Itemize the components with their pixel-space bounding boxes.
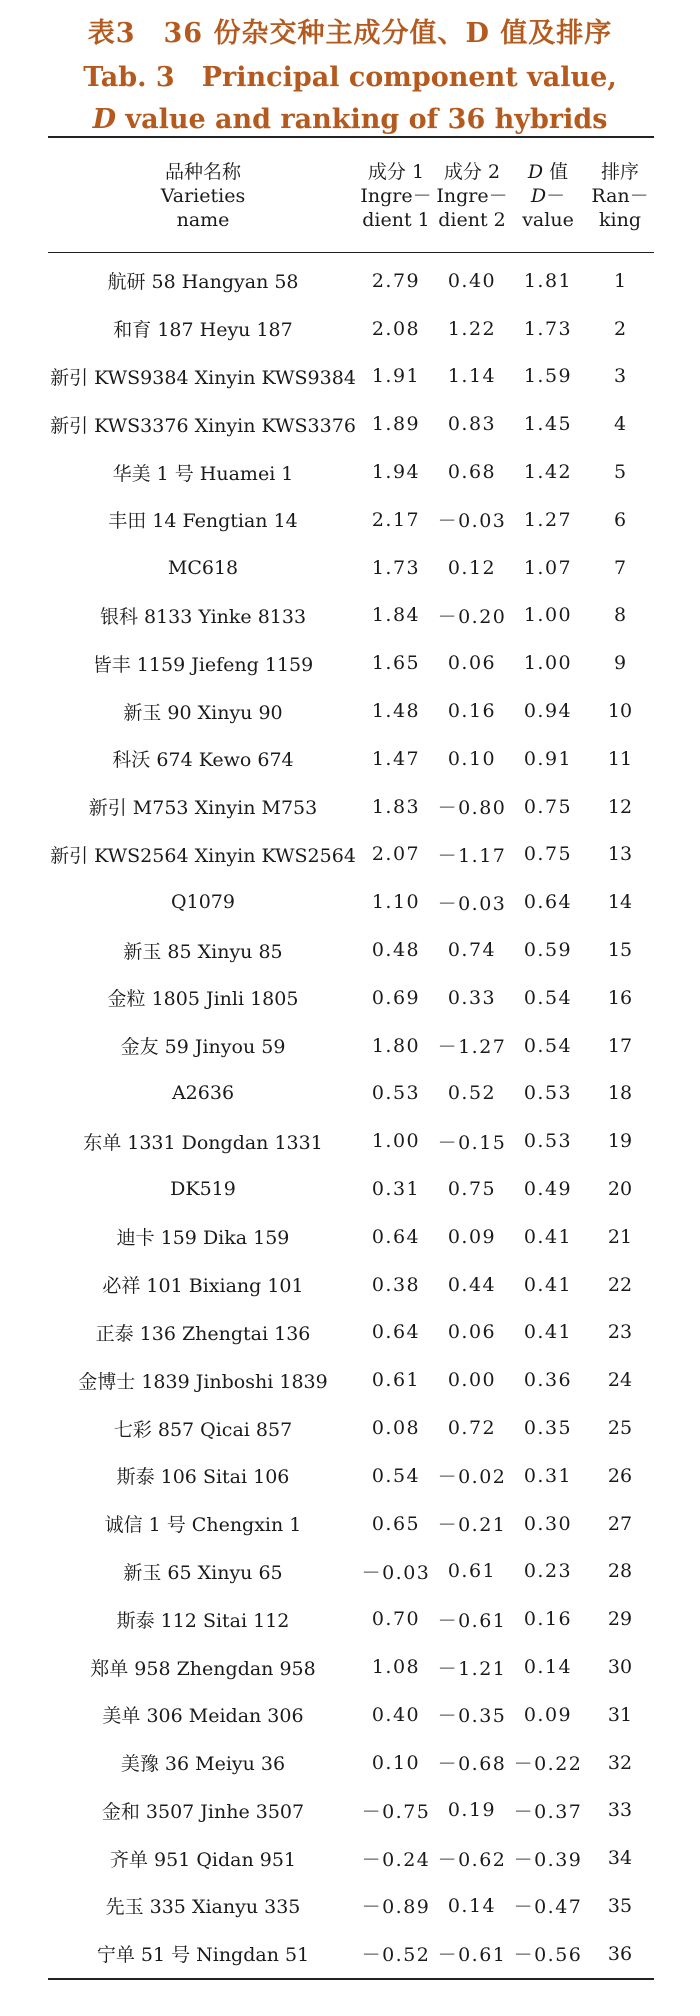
- header-d-en1-italic: D: [530, 185, 547, 207]
- cell-ranking: 26: [607, 1464, 633, 1487]
- cell-ranking: 32: [607, 1751, 633, 1774]
- cell-ingredient-2: 1.14: [447, 365, 497, 388]
- cell-ingredient-2: －1.27: [437, 1036, 507, 1059]
- cell-d-value: 1.00: [523, 604, 573, 627]
- cell-variety-name: 皆丰 1159 Jiefeng 1159: [92, 653, 314, 676]
- cell-ingredient-2: 0.52: [447, 1082, 497, 1105]
- cell-variety-name: 金友 59 Jinyou 59: [120, 1036, 286, 1059]
- cell-d-value: 0.94: [523, 700, 573, 723]
- table-row: [48, 1930, 654, 1979]
- cell-variety-name: 和育 187 Heyu 187: [113, 319, 293, 342]
- cell-ingredient-2: －0.21: [437, 1514, 507, 1537]
- table-row: [48, 1404, 654, 1452]
- caption-chinese: 表3 36 份杂交种主成分值、D 值及排序: [87, 18, 613, 49]
- cell-variety-name: 华美 1 号 Huamei 1: [112, 462, 294, 485]
- table-row: [48, 1595, 654, 1643]
- cell-ranking: 28: [607, 1560, 633, 1583]
- cell-ranking: 22: [607, 1273, 633, 1296]
- table-row: [48, 305, 654, 353]
- cell-ranking: 7: [613, 556, 627, 579]
- header-rank-en2: king: [599, 209, 641, 231]
- cell-d-value: 0.41: [523, 1273, 573, 1296]
- cell-variety-name: Q1079: [171, 891, 235, 914]
- cell-ingredient-2: 0.09: [447, 1225, 497, 1248]
- cell-d-value: 0.54: [523, 986, 573, 1009]
- cell-ranking: 27: [607, 1512, 633, 1535]
- cell-variety-name: 新玉 65 Xinyu 65: [123, 1561, 283, 1584]
- cell-variety-name: 新引 M753 Xinyin M753: [88, 797, 318, 820]
- cell-d-value: 0.53: [523, 1130, 573, 1153]
- cell-ranking: 11: [607, 747, 633, 770]
- cell-ingredient-1: －0.24: [361, 1848, 431, 1871]
- cell-variety-name: 齐单 951 Qidan 951: [109, 1848, 297, 1871]
- table-row: [48, 1452, 654, 1500]
- header-d-cn: [510, 160, 586, 184]
- cell-variety-name: 新玉 85 Xinyu 85: [123, 940, 283, 963]
- cell-d-value: 0.64: [523, 891, 573, 914]
- cell-d-value: －0.37: [513, 1800, 583, 1823]
- cell-d-value: 0.31: [523, 1464, 573, 1487]
- table-row: [48, 1117, 654, 1165]
- cell-ranking: 9: [613, 652, 627, 675]
- table-row: [48, 1309, 654, 1357]
- cell-variety-name: 七彩 857 Qicai 857: [113, 1418, 293, 1441]
- cell-d-value: 0.75: [523, 795, 573, 818]
- cell-variety-name: 新引 KWS9384 Xinyin KWS9384: [50, 366, 356, 389]
- cell-variety-name: 必祥 101 Bixiang 101: [102, 1275, 304, 1298]
- cell-variety-name: 新引 KWS2564 Xinyin KWS2564: [50, 844, 356, 867]
- cell-ingredient-1: 0.69: [371, 986, 421, 1009]
- table-row: [48, 1787, 654, 1835]
- cell-ingredient-2: 0.75: [447, 1178, 497, 1201]
- cell-ingredient-1: 2.08: [371, 317, 421, 340]
- cell-variety-name: 迪卡 159 Dika 159: [116, 1227, 290, 1250]
- table-row: [48, 253, 654, 305]
- cell-d-value: 0.53: [523, 1082, 573, 1105]
- cell-d-value: 0.41: [523, 1321, 573, 1344]
- cell-variety-name: 银科 8133 Yinke 8133: [99, 605, 307, 628]
- cell-ranking: 6: [613, 508, 627, 531]
- cell-ranking: 20: [607, 1178, 633, 1201]
- cell-ingredient-1: 1.47: [371, 747, 421, 770]
- cell-ingredient-1: 0.54: [371, 1464, 421, 1487]
- cell-d-value: 0.36: [523, 1369, 573, 1392]
- cell-variety-name: 东单 1331 Dongdan 1331: [83, 1131, 323, 1154]
- cell-variety-name: 金粒 1805 Jinli 1805: [107, 988, 299, 1011]
- cell-ingredient-1: 0.53: [371, 1082, 421, 1105]
- cell-d-value: 0.75: [523, 843, 573, 866]
- cell-d-value: 0.09: [523, 1703, 573, 1726]
- cell-d-value: 0.49: [523, 1178, 573, 1201]
- table-row: [48, 496, 654, 544]
- cell-ranking: 24: [607, 1369, 633, 1392]
- cell-ingredient-2: －0.15: [437, 1131, 507, 1154]
- table-row: [48, 353, 654, 401]
- table-row: [48, 1643, 654, 1691]
- header-variety-name: [48, 137, 358, 253]
- table-row: [48, 1165, 654, 1213]
- cell-ingredient-2: 0.14: [447, 1894, 497, 1917]
- cell-ranking: 17: [607, 1034, 633, 1057]
- cell-d-value: 0.14: [523, 1656, 573, 1678]
- cell-ranking: 23: [607, 1321, 633, 1344]
- cell-ingredient-2: 0.68: [447, 461, 497, 484]
- table-row: [48, 1834, 654, 1882]
- header-rank-en1: Ran－: [591, 185, 649, 207]
- cell-ingredient-1: 0.70: [371, 1608, 421, 1631]
- cell-variety-name: 新玉 90 Xinyu 90: [123, 701, 283, 724]
- table-row: [48, 783, 654, 831]
- cell-variety-name: A2636: [171, 1082, 235, 1105]
- table-row: [48, 544, 654, 592]
- cell-d-value: －0.56: [510, 1930, 586, 1979]
- ranking-table: [48, 136, 654, 1980]
- cell-ingredient-2: －0.61: [434, 1930, 510, 1979]
- table-row: [48, 1882, 654, 1930]
- cell-ingredient-2: －1.17: [437, 844, 507, 867]
- cell-ranking: 12: [607, 795, 633, 818]
- cell-ranking: 36: [586, 1930, 654, 1979]
- cell-ingredient-1: －0.52: [358, 1930, 434, 1979]
- cell-variety-name: 宁单 51 号 Ningdan 51: [48, 1930, 358, 1979]
- header-d-cn-rest: 值: [543, 161, 569, 183]
- header-c2-cn: 成分 2: [443, 161, 501, 183]
- cell-d-value: 1.73: [523, 317, 573, 340]
- caption-english-line2-rest: value and ranking of 36 hybrids: [115, 104, 608, 135]
- cell-variety-name: 航研 58 Hangyan 58: [107, 271, 299, 294]
- cell-d-value: 1.00: [523, 652, 573, 675]
- cell-ingredient-2: －0.03: [437, 510, 507, 533]
- cell-ingredient-2: －0.61: [437, 1609, 507, 1632]
- cell-d-value: －0.39: [513, 1848, 583, 1871]
- cell-ranking: 14: [607, 891, 633, 914]
- cell-ingredient-2: 1.22: [447, 317, 497, 340]
- table-row: [48, 1356, 654, 1404]
- cell-ingredient-2: 0.40: [447, 269, 497, 292]
- header-c2-en2: dient 2: [438, 209, 506, 231]
- table-row: [48, 448, 654, 496]
- cell-ingredient-1: 0.61: [371, 1369, 421, 1392]
- cell-ranking: 33: [607, 1799, 633, 1822]
- cell-ingredient-1: 1.00: [371, 1130, 421, 1153]
- cell-ingredient-1: 0.10: [371, 1751, 421, 1774]
- cell-ingredient-2: 0.12: [447, 556, 497, 579]
- cell-ingredient-1: 1.89: [371, 413, 421, 436]
- cell-ingredient-2: 0.74: [447, 939, 497, 962]
- cell-ingredient-1: 0.40: [371, 1703, 421, 1726]
- cell-ingredient-1: 1.94: [371, 461, 421, 484]
- cell-ingredient-2: 0.72: [447, 1417, 497, 1440]
- header-d-en1: [510, 184, 586, 208]
- table-row: [48, 1548, 654, 1596]
- cell-ingredient-1: 0.08: [371, 1417, 421, 1440]
- cell-ingredient-2: 0.44: [447, 1273, 497, 1296]
- cell-variety-name: 美豫 36 Meiyu 36: [120, 1753, 286, 1776]
- table-row: [48, 400, 654, 448]
- cell-ingredient-2: －0.80: [437, 797, 507, 820]
- header-c2-en1: Ingre－: [436, 185, 508, 207]
- cell-ingredient-2: 0.19: [447, 1799, 497, 1822]
- cell-ranking: 34: [607, 1847, 633, 1870]
- cell-d-value: －0.47: [513, 1896, 583, 1919]
- cell-variety-name: 诚信 1 号 Chengxin 1: [104, 1514, 302, 1537]
- cell-ingredient-2: 0.10: [447, 747, 497, 770]
- header-d-en1-rest: －: [546, 185, 566, 207]
- cell-d-value: 0.16: [523, 1608, 573, 1631]
- cell-ranking: 29: [607, 1608, 633, 1631]
- cell-variety-name: 丰田 14 Fengtian 14: [108, 510, 298, 533]
- cell-ingredient-1: 0.64: [371, 1225, 421, 1248]
- header-ranking: [586, 137, 654, 253]
- cell-ingredient-2: 0.06: [447, 1321, 497, 1344]
- header-c1-cn: 成分 1: [367, 161, 425, 183]
- cell-ingredient-1: 1.48: [371, 700, 421, 723]
- cell-d-value: 0.54: [523, 1034, 573, 1057]
- cell-ranking: 16: [607, 986, 633, 1009]
- cell-ranking: 15: [607, 939, 633, 962]
- cell-d-value: 0.59: [523, 939, 573, 962]
- table-row: [48, 1261, 654, 1309]
- table-row: [48, 1070, 654, 1118]
- cell-ingredient-2: 0.33: [447, 986, 497, 1009]
- table-row: [48, 1500, 654, 1548]
- cell-d-value: －0.22: [513, 1753, 583, 1776]
- cell-ingredient-2: －0.68: [437, 1753, 507, 1776]
- cell-ingredient-1: －0.75: [361, 1800, 431, 1823]
- caption-english-line2: [0, 102, 700, 138]
- cell-ingredient-2: －0.03: [437, 892, 507, 915]
- cell-d-value: 0.23: [523, 1560, 573, 1583]
- table-row: [48, 974, 654, 1022]
- cell-d-value: 1.45: [523, 413, 573, 436]
- cell-ingredient-2: －0.62: [437, 1848, 507, 1871]
- header-d-value: [510, 137, 586, 253]
- cell-ingredient-1: 1.73: [371, 556, 421, 579]
- cell-ingredient-2: －1.21: [437, 1657, 507, 1680]
- cell-variety-name: 科沃 674 Kewo 674: [112, 749, 294, 772]
- cell-variety-name: 新引 KWS3376 Xinyin KWS3376: [50, 414, 356, 437]
- cell-ingredient-2: －0.20: [437, 605, 507, 628]
- cell-ingredient-1: 2.17: [371, 508, 421, 531]
- cell-d-value: 0.41: [523, 1225, 573, 1248]
- cell-variety-name: 正泰 136 Zhengtai 136: [95, 1322, 311, 1345]
- cell-ingredient-1: 1.84: [371, 604, 421, 627]
- cell-ranking: 18: [607, 1082, 633, 1105]
- cell-ingredient-1: 2.07: [371, 843, 421, 866]
- cell-ranking: 8: [613, 604, 627, 627]
- cell-variety-name: 金和 3507 Jinhe 3507: [101, 1800, 305, 1823]
- table-row: [48, 735, 654, 783]
- cell-ranking: 2: [613, 317, 627, 340]
- cell-ranking: 1: [613, 269, 627, 292]
- table-header-row: [48, 137, 654, 253]
- cell-ingredient-2: 0.16: [447, 700, 497, 723]
- cell-d-value: 1.42: [523, 461, 573, 484]
- cell-ranking: 4: [613, 413, 627, 436]
- header-c1-en1: Ingre－: [360, 185, 432, 207]
- cell-ranking: 31: [607, 1703, 633, 1726]
- header-ingredient-2: [434, 137, 510, 253]
- cell-variety-name: 金博士 1839 Jinboshi 1839: [78, 1370, 328, 1393]
- header-name-cn: 品种名称: [164, 161, 241, 183]
- cell-ranking: 5: [613, 461, 627, 484]
- table-row: [48, 926, 654, 974]
- cell-d-value: 1.59: [523, 365, 573, 388]
- cell-ingredient-2: 0.00: [447, 1369, 497, 1392]
- cell-ingredient-2: 0.61: [447, 1560, 497, 1583]
- cell-ingredient-2: －0.35: [437, 1705, 507, 1728]
- cell-variety-name: 郑单 958 Zhengdan 958: [90, 1657, 316, 1680]
- table-body: [48, 253, 654, 1979]
- table-row: [48, 1739, 654, 1787]
- cell-d-value: 0.30: [523, 1512, 573, 1535]
- cell-ingredient-1: 2.79: [371, 269, 421, 292]
- cell-ingredient-1: 0.64: [371, 1321, 421, 1344]
- cell-d-value: 0.35: [523, 1417, 573, 1440]
- cell-variety-name: 先玉 335 Xianyu 335: [105, 1896, 301, 1919]
- header-name-en1: Varieties: [160, 185, 246, 207]
- table-row: [48, 1022, 654, 1070]
- table-caption: [0, 0, 700, 138]
- cell-ingredient-1: 1.80: [371, 1034, 421, 1057]
- cell-ranking: 19: [607, 1130, 633, 1153]
- cell-variety-name: MC618: [167, 556, 239, 579]
- caption-d-italic: D: [92, 104, 116, 135]
- cell-variety-name: 斯泰 112 Sitai 112: [116, 1609, 290, 1632]
- cell-ranking: 13: [607, 843, 633, 866]
- cell-d-value: 0.91: [523, 747, 573, 770]
- cell-ingredient-1: －0.89: [361, 1896, 431, 1919]
- cell-ingredient-1: 1.91: [371, 365, 421, 388]
- cell-ingredient-1: 1.83: [371, 795, 421, 818]
- table-row: [48, 878, 654, 926]
- cell-variety-name: 美单 306 Meidan 306: [102, 1705, 304, 1728]
- table-row: [48, 831, 654, 879]
- cell-d-value: 1.07: [523, 556, 573, 579]
- cell-ranking: 10: [607, 700, 633, 723]
- cell-ingredient-2: －0.02: [437, 1466, 507, 1489]
- cell-variety-name: 斯泰 106 Sitai 106: [116, 1466, 290, 1489]
- cell-ranking: 30: [607, 1656, 633, 1678]
- table-row: [48, 1213, 654, 1261]
- header-ingredient-1: [358, 137, 434, 253]
- cell-d-value: 1.27: [523, 508, 573, 531]
- cell-d-value: 1.81: [523, 269, 573, 292]
- cell-ingredient-1: 1.08: [371, 1656, 421, 1678]
- cell-ingredient-1: 1.65: [371, 652, 421, 675]
- cell-ingredient-1: 0.38: [371, 1273, 421, 1296]
- table-row: [48, 687, 654, 735]
- cell-ranking: 25: [607, 1417, 633, 1440]
- table-row: [48, 592, 654, 640]
- cell-ranking: 3: [613, 365, 627, 388]
- cell-ingredient-2: 0.06: [447, 652, 497, 675]
- cell-ranking: 21: [607, 1225, 633, 1248]
- header-rank-cn: 排序: [600, 161, 639, 183]
- cell-ingredient-1: 0.31: [371, 1178, 421, 1201]
- cell-ingredient-1: 0.65: [371, 1512, 421, 1535]
- table-row: [48, 639, 654, 687]
- header-c1-en2: dient 1: [362, 209, 430, 231]
- cell-ingredient-2: 0.83: [447, 413, 497, 436]
- cell-ingredient-1: 0.48: [371, 939, 421, 962]
- header-d-en2: value: [522, 209, 574, 231]
- table-row: [48, 1691, 654, 1739]
- cell-ranking: 35: [607, 1894, 633, 1917]
- caption-english-line1: Tab. 3 Principal component value,: [83, 62, 617, 93]
- cell-variety-name: DK519: [170, 1178, 236, 1201]
- cell-ingredient-1: －0.03: [361, 1561, 431, 1584]
- header-d-cn-italic: D: [527, 161, 544, 183]
- cell-ingredient-1: 1.10: [371, 891, 421, 914]
- header-name-en2: name: [176, 209, 230, 231]
